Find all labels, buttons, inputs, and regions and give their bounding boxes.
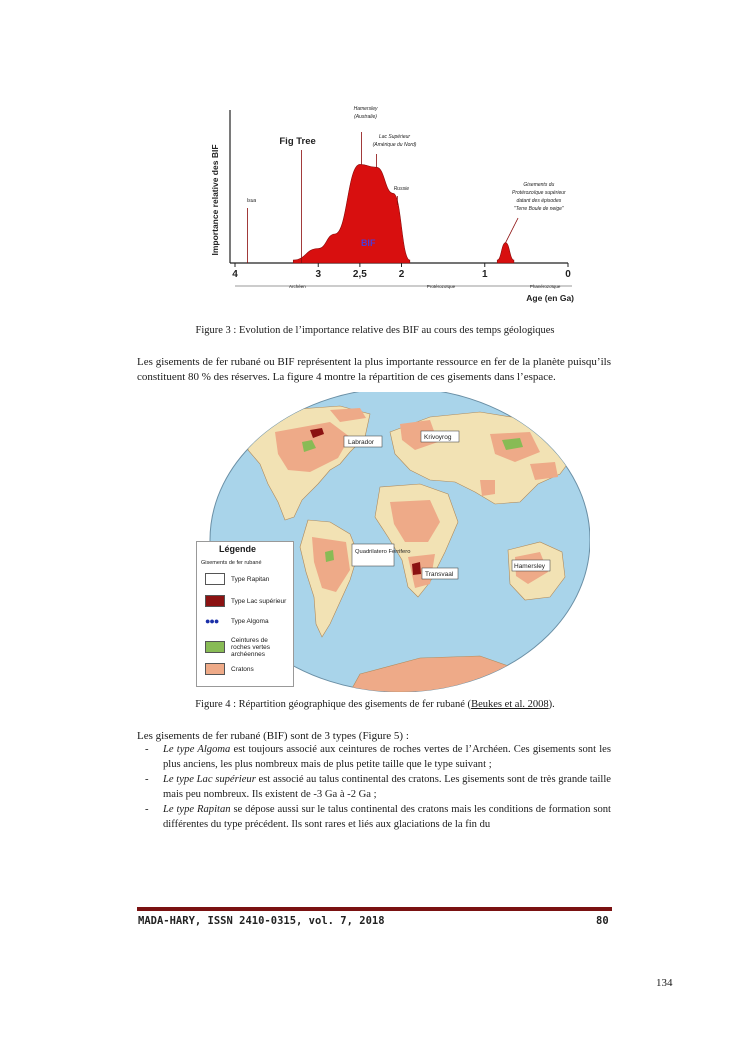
annotation-neoproterozoic-3: "Terre Boule de neige" xyxy=(513,206,564,212)
footer-page: 80 xyxy=(596,915,609,927)
annotation-isua: Isua xyxy=(246,198,257,204)
bif-series-0 xyxy=(293,164,410,263)
legend-label-rapitan: Type Rapitan xyxy=(231,575,270,583)
legend-item-rapitan xyxy=(205,572,269,586)
page-number: 134 xyxy=(656,977,673,989)
annotation-figtree: Fig Tree xyxy=(279,136,316,147)
x-tick-label: 1 xyxy=(481,269,488,280)
figure3-caption: Figure 3 : Evolution de l’importance relative des BIF au cours des temps géologiques xyxy=(195,325,555,336)
paragraph-intro: Les gisements de fer rubané ou BIF représentent la plus importante ressource en fer de la planète puisqu’ils constituent 80 % des réserves. La figure 4 montre la répartition de ces gisements dans l’espace. xyxy=(137,356,611,383)
figure3-chart xyxy=(200,100,600,315)
lac-superieur-af xyxy=(412,562,421,575)
map-label-labrador: Labrador xyxy=(348,439,375,446)
legend-title: Légende xyxy=(219,544,257,554)
x-tick-label: 2,5 xyxy=(352,269,367,280)
figure4-caption xyxy=(140,699,610,710)
footer-rule xyxy=(137,907,612,911)
figure4-reference-link[interactable]: Beukes et al. 2008 xyxy=(471,699,549,710)
annotation-lacsup-1: Lac Supérieur xyxy=(378,134,411,140)
legend-item-cratons xyxy=(205,662,254,676)
annotation-neoproterozoic-0: Gisements du xyxy=(523,182,555,188)
legend-label-greenstone: Ceintures de roches vertes archéennes xyxy=(231,636,271,658)
map-label-quadrilatero: Quadrilatero Ferrifero xyxy=(355,549,411,555)
list-item-lac-superieur xyxy=(137,773,611,802)
legend-subtitle: Gisements de fer rubané xyxy=(201,560,262,566)
swatch-cratons xyxy=(205,663,225,675)
x-tick-label: 4 xyxy=(232,269,238,280)
figure4-caption-end: ). xyxy=(548,699,555,710)
bullet-dash: - xyxy=(145,744,149,755)
map-label-krivoyrog: Krivoyrog xyxy=(424,434,452,441)
plot-area xyxy=(230,106,574,303)
bif-types-list xyxy=(137,743,611,833)
swatch-greenstone xyxy=(205,641,225,653)
pointer-neoproterozoic xyxy=(506,218,518,243)
x-tick-label: 2 xyxy=(398,269,405,280)
x-tick-label: 0 xyxy=(565,269,571,280)
legend-item-greenstone xyxy=(205,638,287,656)
type-name-lac-superieur: Le type Lac supérieur xyxy=(163,774,256,785)
type-name-algoma: Le type Algoma xyxy=(163,744,231,755)
eon-label-phanerozoic: Phanérozoïque xyxy=(529,284,561,289)
x-axis-label: Age (en Ga) xyxy=(526,293,574,303)
map-label-hamersley: Hamersley xyxy=(514,563,546,570)
type-desc-lac-superieur: est associé au talus continental des cratons. Les gisements sont de très grande taille mais peu nombreux. Ils existent de -3 Ga à -2 Ga ; xyxy=(163,774,611,800)
eon-label-proterozoic: Protérozoïque xyxy=(426,284,456,289)
bif-series-1 xyxy=(497,243,514,263)
swatch-lac-superieur xyxy=(205,595,225,607)
annotation-hamersley-2: (Australie) xyxy=(354,114,377,120)
type-desc-rapitan: se dépose aussi sur le talus continental des cratons mais les conditions de formation sont différentes du type précédent. Ils sont rares et liés aux glaciations de la fin du xyxy=(163,804,611,830)
swatch-algoma: ●●● xyxy=(205,616,219,626)
map-legend xyxy=(196,541,294,687)
annotation-neoproterozoic-1: Protérozoïque supérieur xyxy=(512,190,566,196)
annotation-russie: Russie xyxy=(393,186,409,192)
x-tick-label: 3 xyxy=(315,269,322,280)
legend-item-lac-superieur xyxy=(205,594,286,608)
list-item-algoma xyxy=(137,743,611,772)
bullet-dash: - xyxy=(145,804,149,815)
legend-label-lac-superieur: Type Lac supérieur xyxy=(231,597,287,605)
craton-india xyxy=(480,480,495,496)
paragraph-types: Les gisements de fer rubané (BIF) sont de 3 types (Figure 5) : xyxy=(137,730,409,742)
greenstone-sa xyxy=(325,550,334,562)
craton-china xyxy=(530,462,558,480)
annotation-hamersley-1: Hamersley xyxy=(353,106,378,112)
list-item-rapitan xyxy=(137,803,611,832)
type-desc-algoma: est toujours associé aux ceintures de roches vertes de l’Archéen. Ces gisements sont les plus anciens, les plus nombreux mais de plus petite taille que le type suivant ; xyxy=(163,744,611,770)
footer-journal: MADA-HARY, ISSN 2410-0315, vol. 7, 2018 xyxy=(138,915,385,927)
label-box-quadrilatero xyxy=(352,544,394,566)
eon-label-archean: Archéen xyxy=(289,284,306,289)
figure4-caption-text: Figure 4 : Répartition géographique des gisements de fer rubané ( xyxy=(195,699,472,710)
bullet-dash: - xyxy=(145,774,149,785)
map-label-transvaal: Transvaal xyxy=(425,571,454,578)
legend-label-algoma: Type Algoma xyxy=(231,617,269,625)
legend-item-algoma xyxy=(205,614,269,628)
annotation-lacsup-2: (Amérique du Nord) xyxy=(372,142,417,148)
swatch-rapitan xyxy=(205,573,225,585)
y-axis-label: Importance relative des BIF xyxy=(210,144,220,256)
type-name-rapitan: Le type Rapitan xyxy=(163,804,231,815)
annotation-bif: BIF xyxy=(360,238,376,248)
annotation-neoproterozoic-2: datant des épisodes xyxy=(516,198,562,204)
legend-label-cratons: Cratons xyxy=(231,665,254,673)
